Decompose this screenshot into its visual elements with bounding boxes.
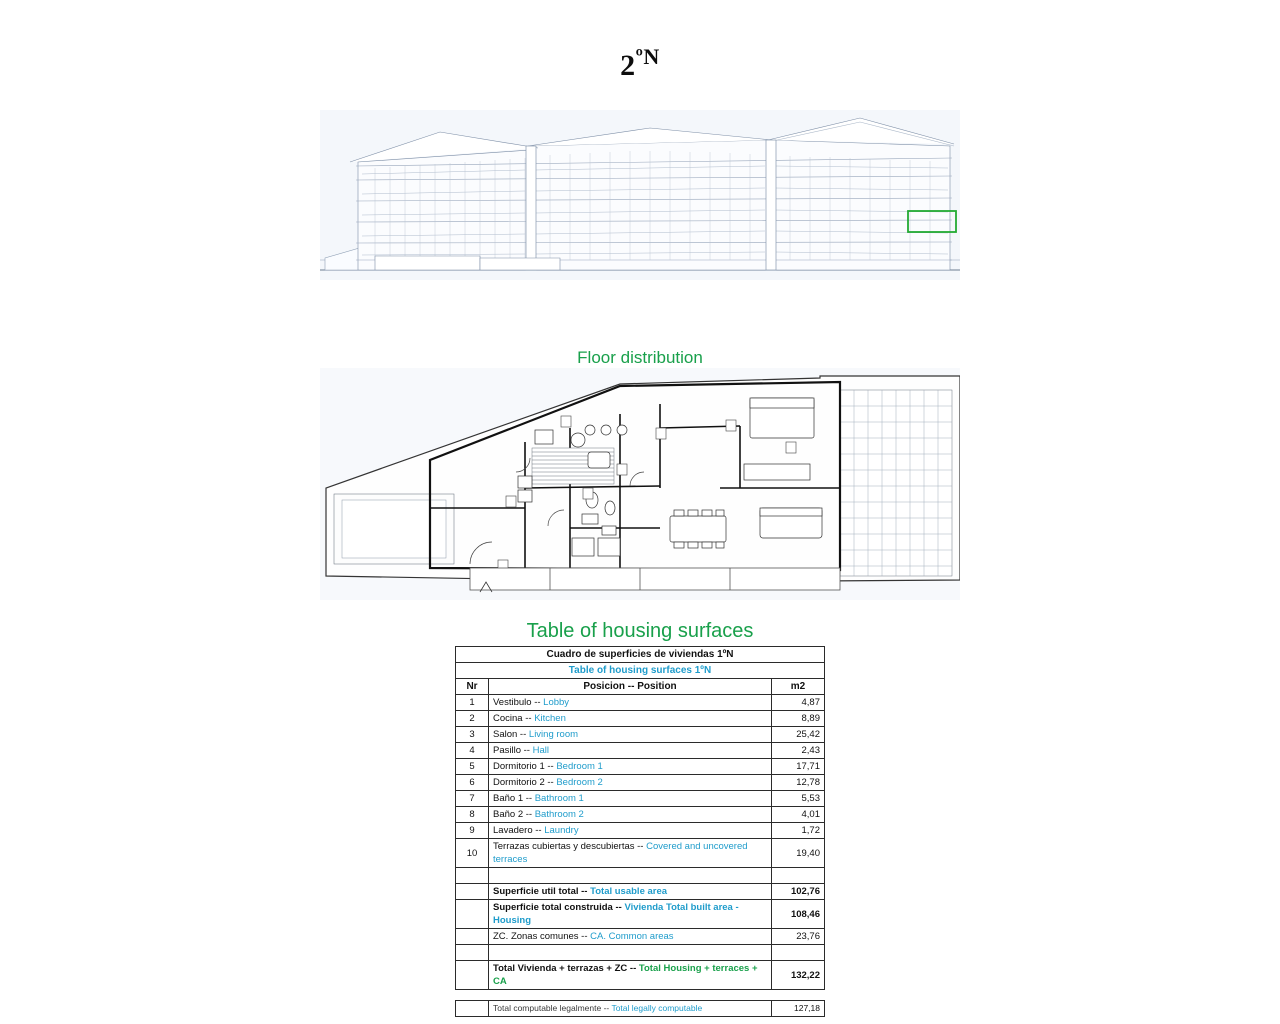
row-position-es: Dormitorio 1 --	[493, 761, 554, 772]
blank-cell-m2	[772, 868, 825, 884]
row-position-es: Baño 1 --	[493, 793, 533, 804]
total-label-en: Total usable area	[590, 886, 668, 897]
grand-total-label-es: Total Vivienda + terrazas + ZC --	[493, 963, 637, 974]
row-nr: 7	[456, 791, 489, 807]
total-label-es: Superficie util total --	[493, 886, 588, 897]
table-row	[456, 775, 825, 791]
blank-cell-m2	[772, 945, 825, 961]
row-position	[489, 727, 772, 743]
row-nr: 4	[456, 743, 489, 759]
total-row	[456, 929, 825, 945]
column-header-nr: Nr	[456, 679, 489, 695]
blank-cell-pos	[489, 945, 772, 961]
table-row	[456, 743, 825, 759]
floor-plan-drawing	[320, 368, 960, 600]
grand-total-m2: 132,22	[772, 961, 825, 990]
row-position-es: Baño 2 --	[493, 809, 533, 820]
table-blank-row	[456, 868, 825, 884]
blank-cell-nr	[456, 868, 489, 884]
row-position-es: Pasillo --	[493, 745, 530, 756]
legal-computable-table	[455, 1000, 825, 1017]
legal-label-en: Total legally computable	[611, 1003, 703, 1013]
row-m2: 4,01	[772, 807, 825, 823]
row-m2: 4,87	[772, 695, 825, 711]
floor-title-suffix: ºN	[635, 44, 660, 69]
table-row	[456, 727, 825, 743]
row-position-es: Salon --	[493, 729, 527, 740]
table-row	[456, 807, 825, 823]
row-position-es: Lavadero --	[493, 825, 542, 836]
table-row	[456, 711, 825, 727]
total-row-label	[489, 900, 772, 929]
column-header-m2: m2	[772, 679, 825, 695]
row-position-en: Lobby	[543, 697, 570, 708]
row-m2: 2,43	[772, 743, 825, 759]
table-row	[456, 759, 825, 775]
table-header-row	[456, 679, 825, 695]
table-title-en: Table of housing surfaces 1ºN	[456, 663, 825, 679]
table-blank-row	[456, 945, 825, 961]
row-m2: 25,42	[772, 727, 825, 743]
row-position-en: Hall	[532, 745, 549, 756]
housing-surfaces-table	[455, 646, 825, 990]
row-nr: 8	[456, 807, 489, 823]
total-row-label	[489, 929, 772, 945]
building-elevation-drawing	[320, 110, 960, 280]
total-row-m2: 108,46	[772, 900, 825, 929]
floor-title-number: 2	[620, 49, 636, 82]
total-row-m2: 102,76	[772, 884, 825, 900]
row-position-en: Bathroom 1	[534, 793, 584, 804]
row-m2: 19,40	[772, 839, 825, 868]
grand-total-nr	[456, 961, 489, 990]
total-row	[456, 900, 825, 929]
row-nr: 2	[456, 711, 489, 727]
total-row-label	[489, 884, 772, 900]
floor-distribution-label: Floor distribution	[577, 348, 703, 367]
row-nr: 5	[456, 759, 489, 775]
table-row	[456, 839, 825, 868]
row-m2: 8,89	[772, 711, 825, 727]
row-position-en: Laundry	[544, 825, 579, 836]
row-position	[489, 823, 772, 839]
row-nr: 10	[456, 839, 489, 868]
table-title-row-es	[456, 647, 825, 663]
legal-label-es: Total computable legalmente --	[493, 1003, 610, 1013]
total-label-es: ZC. Zonas comunes --	[493, 931, 588, 942]
total-label-en: CA. Common areas	[590, 931, 674, 942]
total-row-nr	[456, 929, 489, 945]
row-position	[489, 695, 772, 711]
total-row-m2: 23,76	[772, 929, 825, 945]
total-label-en: Vivienda Total built area - Housing	[493, 902, 739, 926]
grand-total-label-en: Total Housing + terraces + CA	[493, 963, 758, 987]
row-nr: 3	[456, 727, 489, 743]
row-position-en: Kitchen	[534, 713, 566, 724]
row-position-en: Bedroom 1	[556, 761, 603, 772]
row-position-en: Covered and uncovered terraces	[493, 841, 748, 865]
row-position	[489, 839, 772, 868]
row-m2: 5,53	[772, 791, 825, 807]
total-row-nr	[456, 884, 489, 900]
row-position-es: Terrazas cubiertas y descubiertas --	[493, 841, 644, 852]
page-title	[0, 44, 1280, 83]
legal-row-nr	[456, 1001, 489, 1017]
table-title-es: Cuadro de superficies de viviendas 1ºN	[456, 647, 825, 663]
blank-cell-nr	[456, 945, 489, 961]
row-position	[489, 807, 772, 823]
total-row-nr	[456, 900, 489, 929]
table-section-heading: Table of housing surfaces	[526, 620, 754, 642]
row-nr: 6	[456, 775, 489, 791]
row-nr: 9	[456, 823, 489, 839]
housing-surfaces-table-container	[455, 646, 825, 1017]
legal-row-label	[489, 1001, 772, 1017]
row-position-es: Vestibulo --	[493, 697, 541, 708]
row-position	[489, 775, 772, 791]
row-position	[489, 711, 772, 727]
blank-cell-pos	[489, 868, 772, 884]
row-position-en: Living room	[528, 729, 579, 740]
legal-row	[456, 1001, 825, 1017]
legal-row-m2: 127,18	[772, 1001, 825, 1017]
table-row	[456, 695, 825, 711]
total-label-es: Superficie total construida --	[493, 902, 622, 913]
table-row	[456, 791, 825, 807]
row-position-es: Dormitorio 2 --	[493, 777, 554, 788]
row-m2: 17,71	[772, 759, 825, 775]
row-position-en: Bathroom 2	[534, 809, 584, 820]
table-row	[456, 823, 825, 839]
row-position-es: Cocina --	[493, 713, 532, 724]
row-m2: 12,78	[772, 775, 825, 791]
total-row	[456, 884, 825, 900]
row-position	[489, 759, 772, 775]
grand-total-label	[489, 961, 772, 990]
grand-total-row	[456, 961, 825, 990]
row-m2: 1,72	[772, 823, 825, 839]
row-position	[489, 743, 772, 759]
row-position-en: Bedroom 2	[556, 777, 603, 788]
table-title-row-en	[456, 663, 825, 679]
row-position	[489, 791, 772, 807]
row-nr: 1	[456, 695, 489, 711]
column-header-position: Posicion -- Position	[489, 679, 772, 695]
